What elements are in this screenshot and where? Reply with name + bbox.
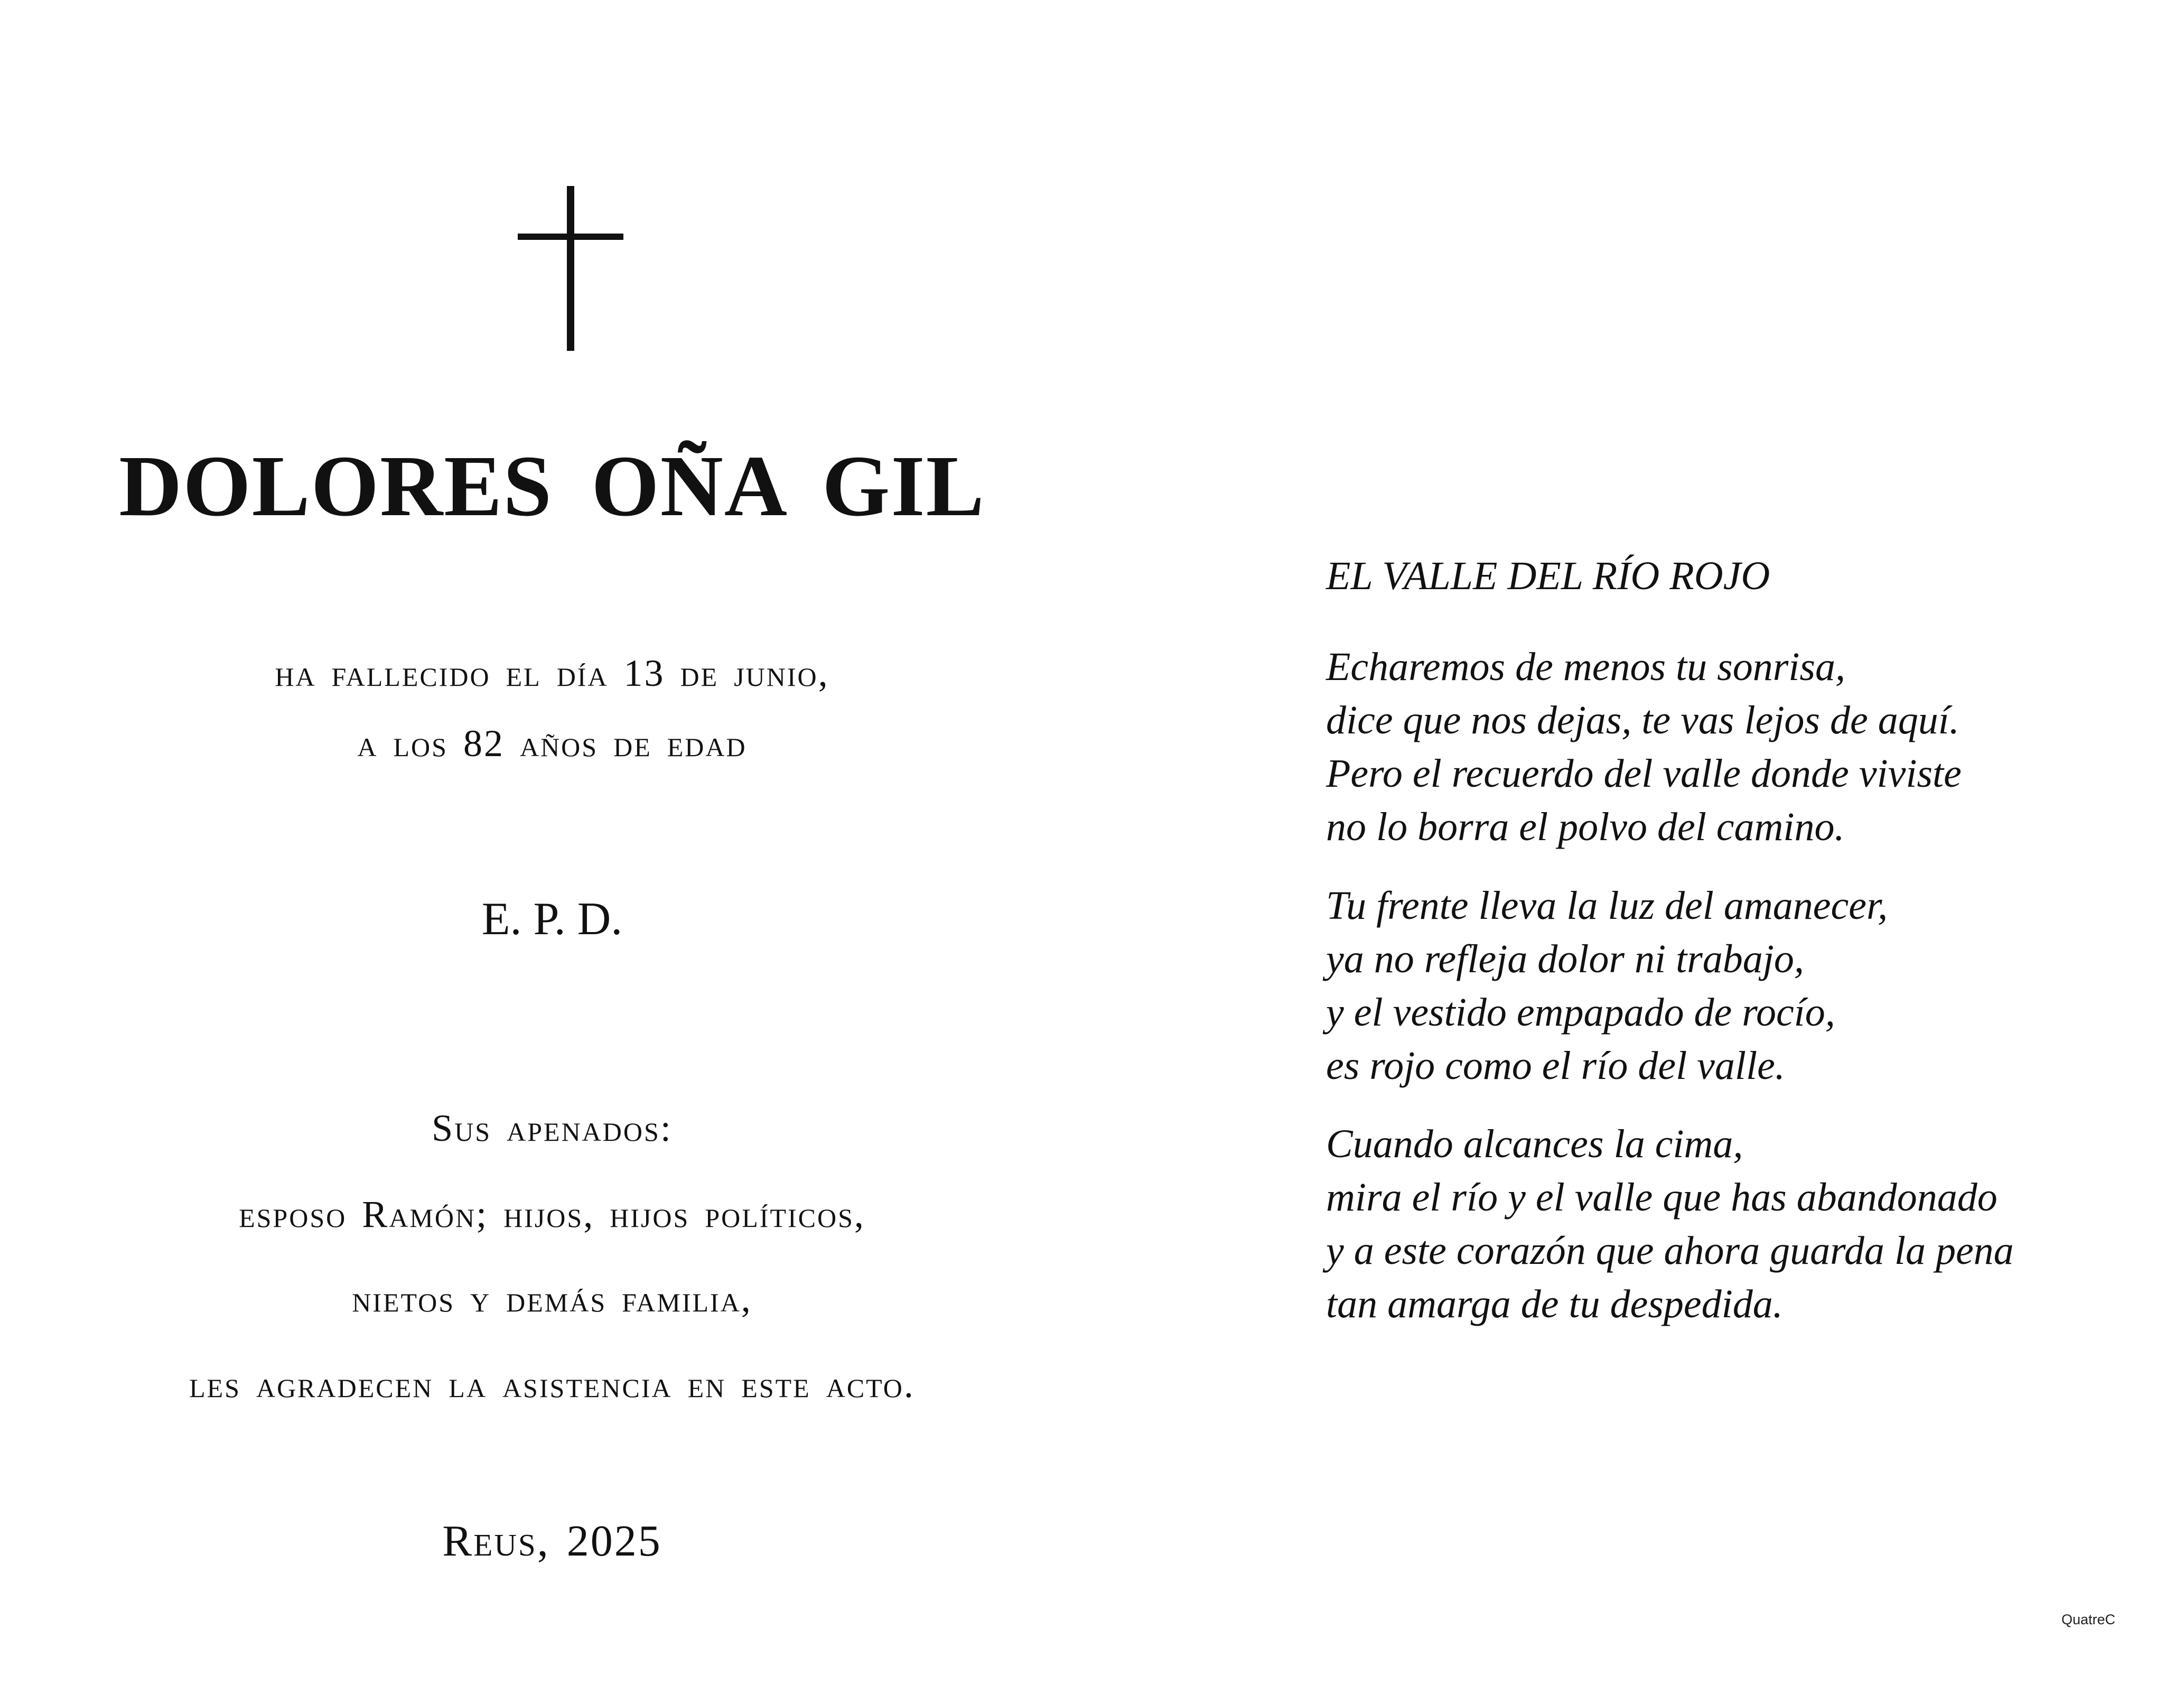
poem-line: y el vestido empapado de rocío, — [1326, 990, 1835, 1035]
poem-line: Pero el recuerdo del valle donde viviste — [1326, 751, 1962, 796]
cross-horizontal-bar — [518, 234, 623, 240]
latin-cross-icon — [518, 186, 623, 351]
poem-stanza-1 — [1326, 640, 1962, 854]
poem-line: no lo borra el polvo del camino. — [1326, 805, 1845, 849]
place-year: Reus, 2025 — [442, 1516, 662, 1566]
age-line: a los 82 años de edad — [357, 722, 747, 765]
poem-stanza-2 — [1326, 879, 1888, 1093]
death-date-line: ha fallecido el día 13 de junio, — [275, 652, 829, 694]
poem-line: es rojo como el río del valle. — [1326, 1044, 1785, 1088]
thanks-line: les agradecen la asistencia en este acto. — [189, 1363, 915, 1405]
poem-line: Cuando alcances la cima, — [1326, 1122, 1743, 1166]
mourners-heading: Sus apenados: — [432, 1107, 673, 1149]
poem-title: EL VALLE DEL RÍO ROJO — [1326, 554, 1770, 598]
poem-stanza-3 — [1326, 1118, 2014, 1331]
poem-line: Echaremos de menos tu sonrisa, — [1326, 645, 1845, 689]
deceased-name: DOLORES OÑA GIL — [119, 437, 985, 534]
poem-line: mira el río y el valle que has abandonado — [1326, 1175, 1998, 1219]
poem-line: y a este corazón que ahora guarda la pena — [1326, 1228, 2014, 1273]
epd-text: E. P. D. — [481, 893, 623, 945]
poem-line: Tu frente lleva la luz del amanecer, — [1326, 883, 1888, 928]
printer-brand: QuatreC — [2061, 1612, 2116, 1627]
poem-line: dice que nos dejas, te vas lejos de aquí. — [1326, 698, 1959, 742]
poem-line: tan amarga de tu despedida. — [1326, 1282, 1783, 1326]
poem-line: ya no refleja dolor ni trabajo, — [1326, 937, 1804, 981]
cross-vertical-bar — [567, 186, 574, 351]
family-line-1: esposo Ramón; hijos, hijos políticos, — [239, 1193, 865, 1235]
family-line-2: nietos y demás familia, — [352, 1278, 752, 1320]
